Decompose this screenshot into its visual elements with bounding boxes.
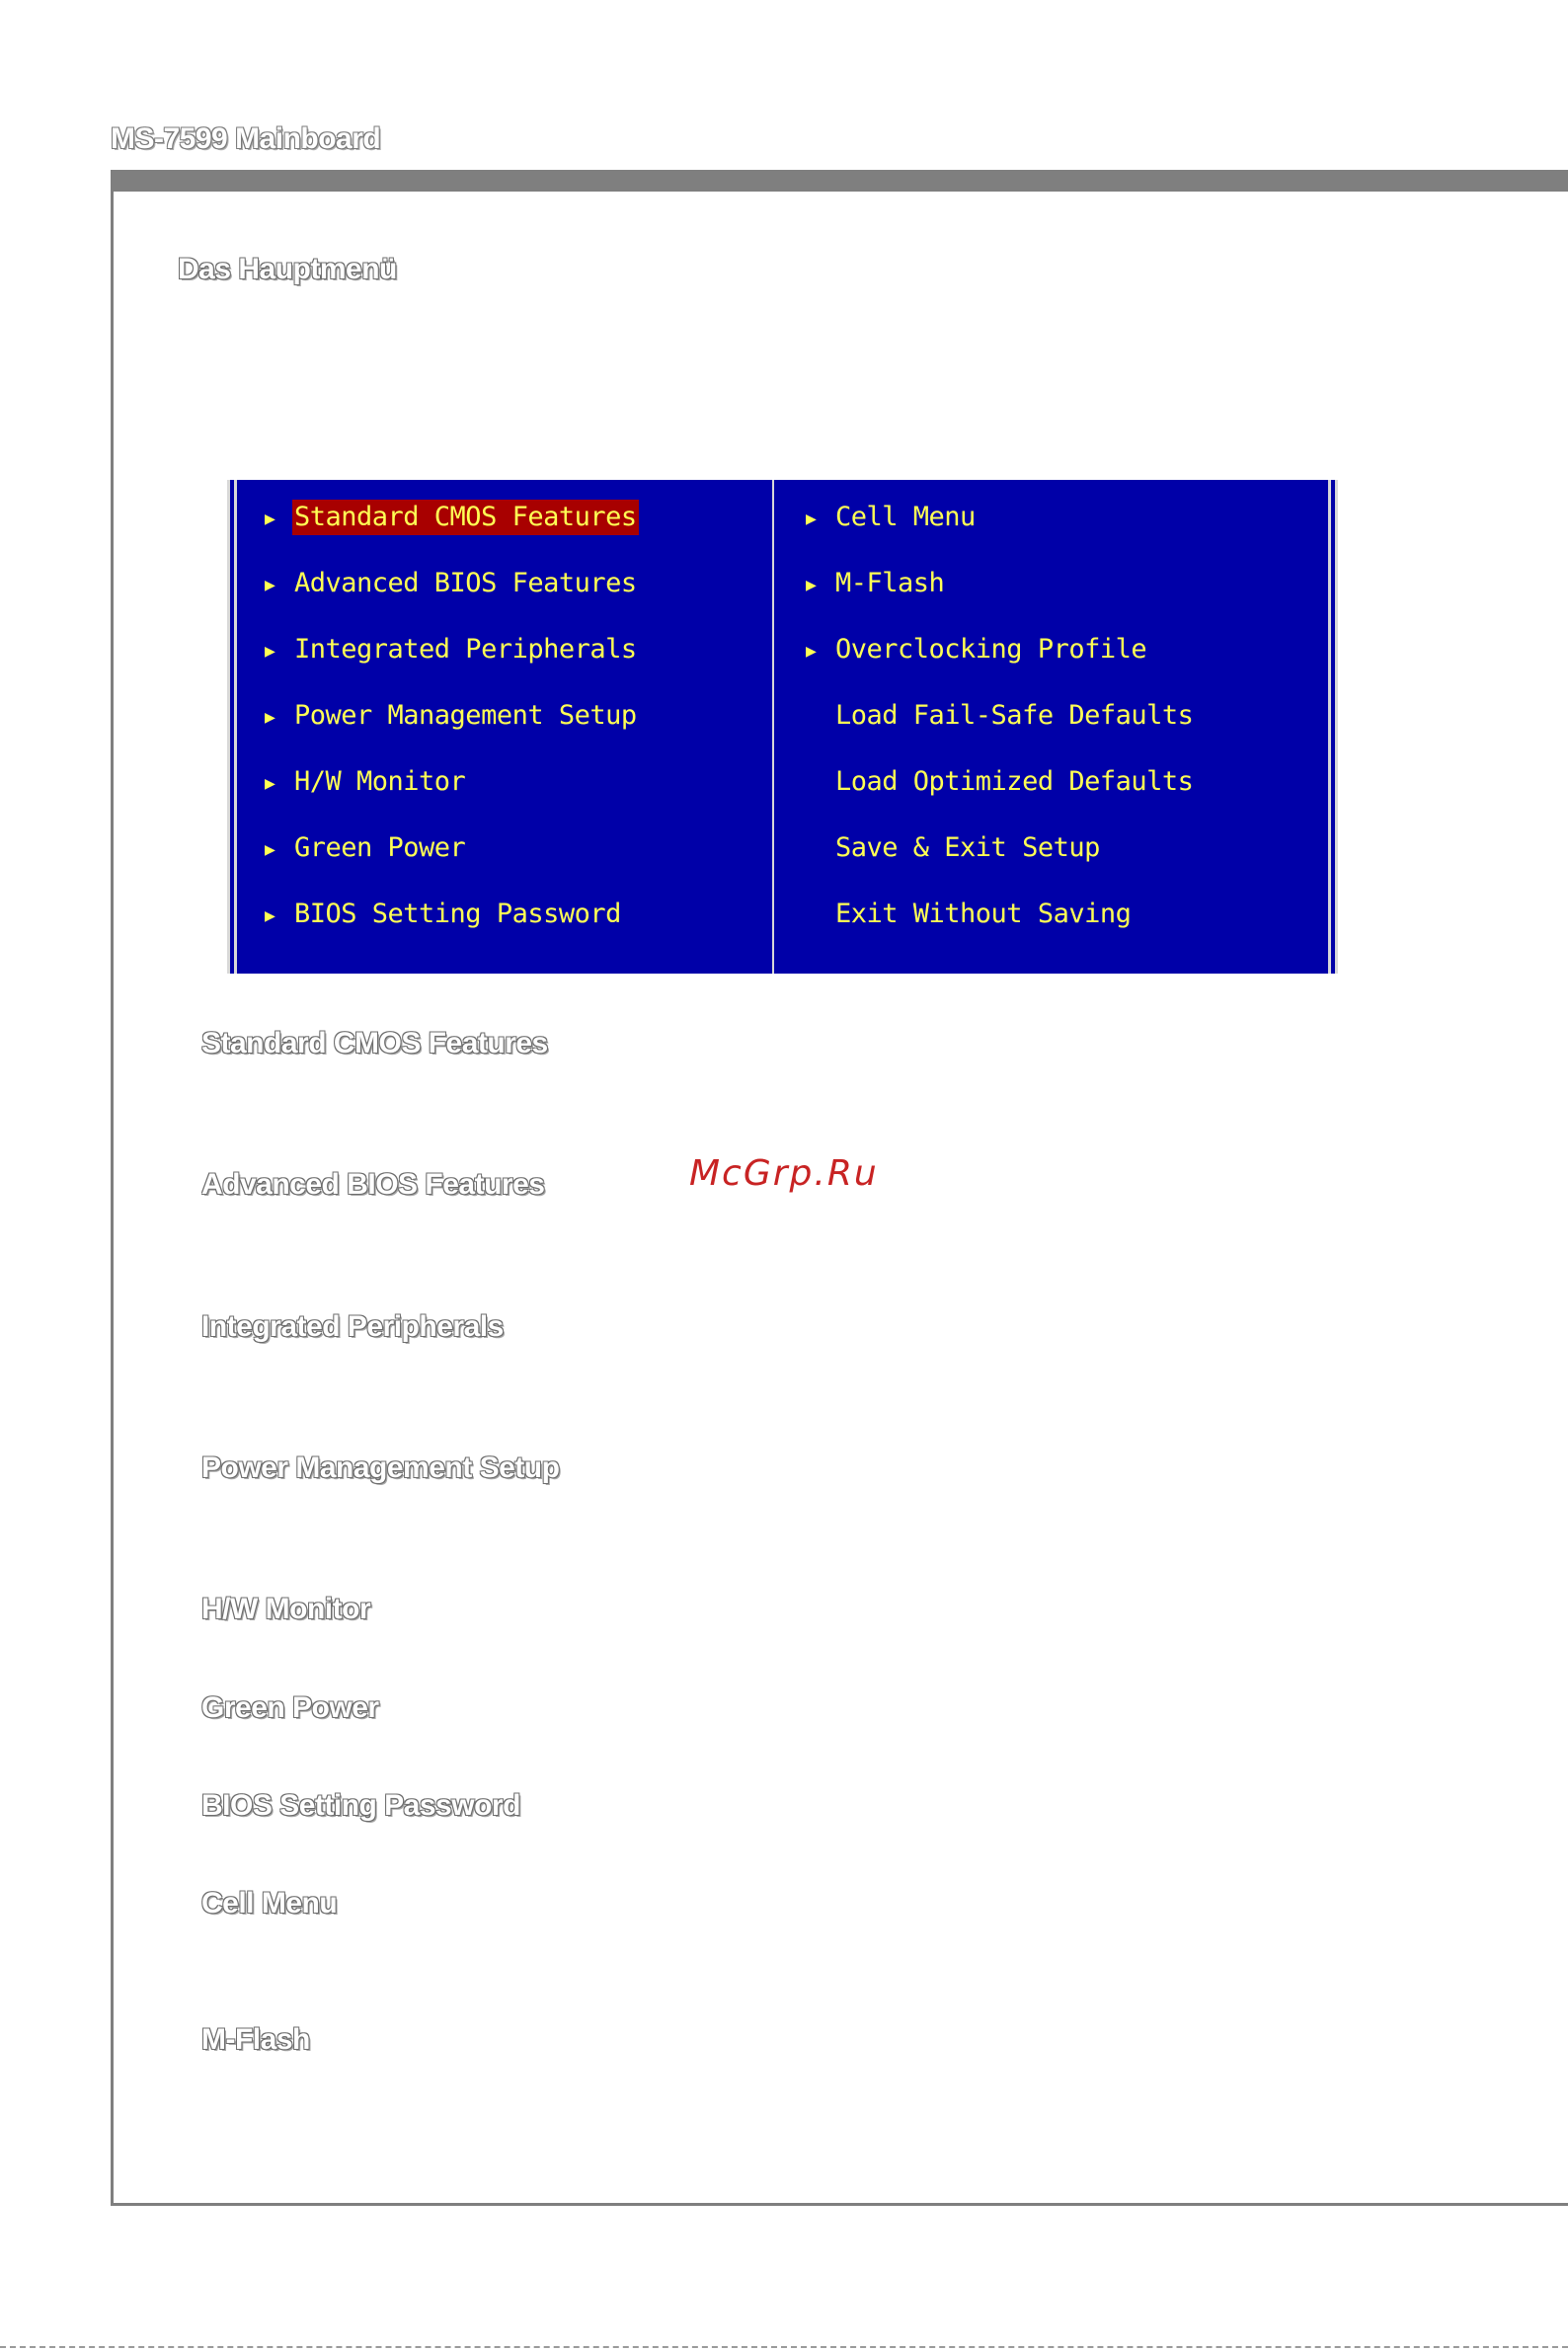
submenu-arrow-icon: ▶ xyxy=(265,707,275,728)
bios-item-cell-menu[interactable] xyxy=(806,500,1195,566)
bios-item-label: Save & Exit Setup xyxy=(835,832,1100,863)
submenu-arrow-icon: ▶ xyxy=(265,641,275,662)
section-heading: Das Hauptmenü xyxy=(178,253,397,285)
desc-heading-green-power: Green Power xyxy=(201,1691,379,1724)
desc-heading-hw-monitor: H/W Monitor xyxy=(201,1593,371,1625)
bios-border-right xyxy=(1335,480,1338,974)
submenu-arrow-icon: ▶ xyxy=(265,575,275,595)
submenu-arrow-icon: ▶ xyxy=(265,509,275,529)
bios-item-label: Power Management Setup xyxy=(294,700,637,731)
page-frame-bottom-rule xyxy=(111,2203,1568,2206)
desc-heading-cell-menu: Cell Menu xyxy=(201,1887,338,1920)
bios-item-exit-without-saving[interactable] xyxy=(806,897,1195,963)
submenu-arrow-icon: ▶ xyxy=(806,509,817,529)
bios-item-label: Standard CMOS Features xyxy=(292,500,639,535)
bios-item-overclocking-profile[interactable] xyxy=(806,632,1195,698)
bios-item-label: Overclocking Profile xyxy=(835,634,1147,665)
bios-item-advanced-bios-features[interactable] xyxy=(265,566,639,632)
desc-heading-integrated-peripherals: Integrated Peripherals xyxy=(201,1310,504,1343)
bios-item-label: Exit Without Saving xyxy=(835,899,1132,929)
bios-item-label: Load Fail-Safe Defaults xyxy=(835,700,1194,731)
submenu-arrow-icon: ▶ xyxy=(806,575,817,595)
submenu-arrow-icon: ▶ xyxy=(265,773,275,794)
submenu-arrow-icon: ▶ xyxy=(265,905,275,926)
desc-heading-power-management-setup: Power Management Setup xyxy=(201,1451,560,1484)
bios-item-label: Integrated Peripherals xyxy=(294,634,637,665)
bios-border-left xyxy=(227,480,230,974)
bios-item-label: Advanced BIOS Features xyxy=(294,568,637,598)
document-header-title: MS-7599 Mainboard xyxy=(111,122,381,155)
bios-item-standard-cmos-features[interactable] xyxy=(265,500,639,566)
bios-item-label: Cell Menu xyxy=(835,502,976,532)
bios-border-left-inner xyxy=(234,480,237,974)
bios-item-label: Green Power xyxy=(294,832,466,863)
bios-item-label: BIOS Setting Password xyxy=(294,899,621,929)
header-bar xyxy=(111,170,1568,192)
submenu-arrow-icon: ▶ xyxy=(265,839,275,860)
desc-heading-m-flash: M-Flash xyxy=(201,2023,310,2056)
bios-item-load-fail-safe-defaults[interactable] xyxy=(806,698,1195,764)
bios-item-green-power[interactable] xyxy=(265,830,639,897)
bios-item-power-management-setup[interactable] xyxy=(265,698,639,764)
bios-border-right-inner xyxy=(1328,480,1331,974)
bios-item-save-exit-setup[interactable] xyxy=(806,830,1195,897)
bios-item-load-optimized-defaults[interactable] xyxy=(806,764,1195,830)
bios-main-menu-screenshot xyxy=(227,480,1338,974)
submenu-arrow-icon: ▶ xyxy=(806,641,817,662)
bios-item-hw-monitor[interactable] xyxy=(265,764,639,830)
watermark: McGrp.Ru xyxy=(689,1153,879,1194)
bios-right-menu xyxy=(806,500,1195,963)
bios-item-m-flash[interactable] xyxy=(806,566,1195,632)
page-cut-line xyxy=(0,2346,1568,2348)
bios-item-label: H/W Monitor xyxy=(294,766,466,797)
bios-item-integrated-peripherals[interactable] xyxy=(265,632,639,698)
desc-heading-standard-cmos-features: Standard CMOS Features xyxy=(201,1027,548,1059)
desc-heading-advanced-bios-features: Advanced BIOS Features xyxy=(201,1168,545,1201)
bios-item-bios-setting-password[interactable] xyxy=(265,897,639,963)
bios-item-label: Load Optimized Defaults xyxy=(835,766,1194,797)
bios-left-menu xyxy=(265,500,639,963)
desc-heading-bios-setting-password: BIOS Setting Password xyxy=(201,1789,520,1822)
bios-column-divider xyxy=(772,480,774,974)
bios-item-label: M-Flash xyxy=(835,568,945,598)
page-frame-left-rule xyxy=(111,170,114,2206)
